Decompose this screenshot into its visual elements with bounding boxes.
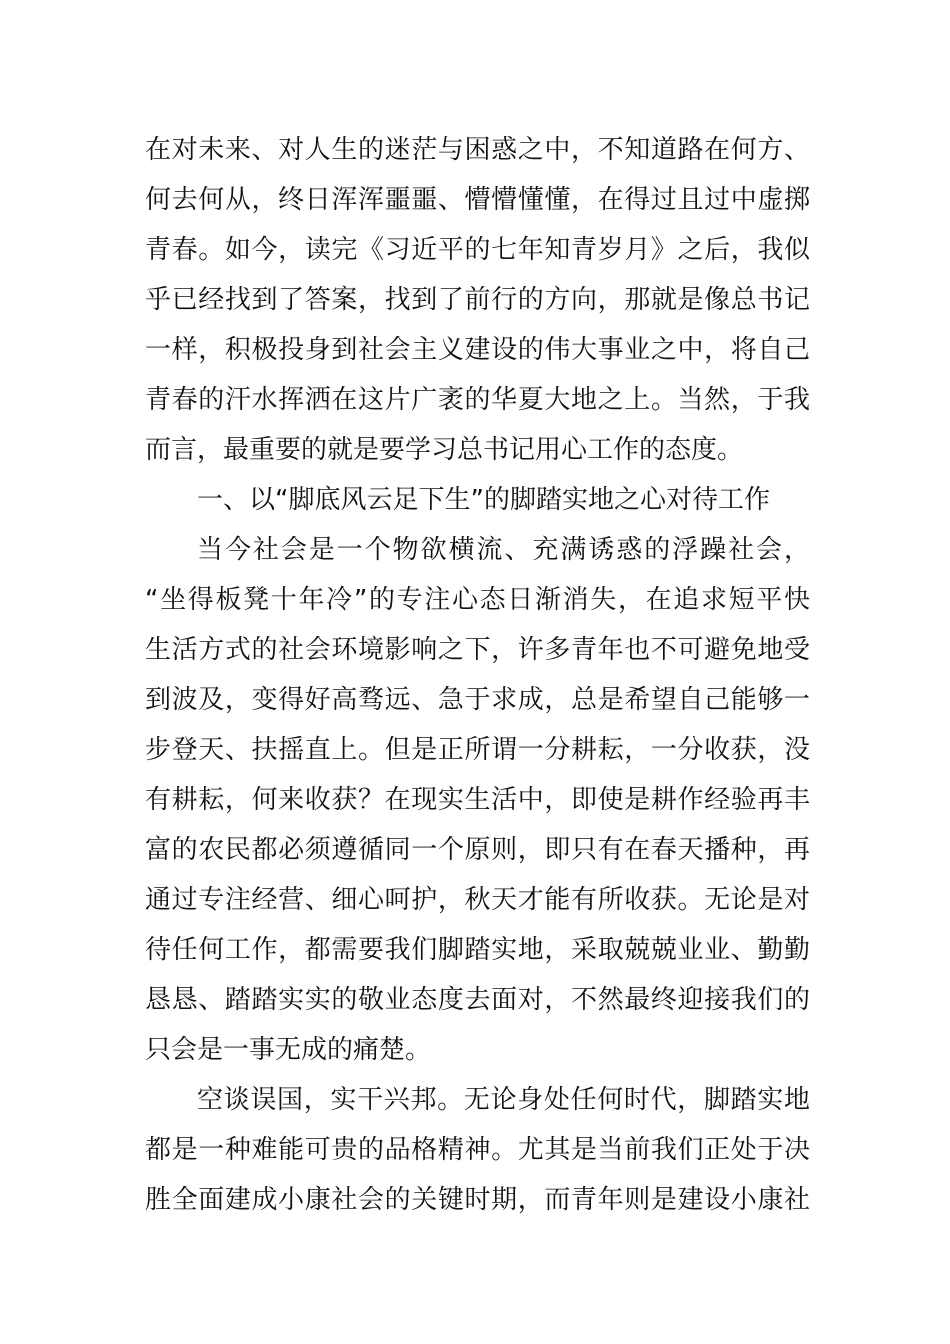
text-line: 有耕耘，何来收获？在现实生活中，即使是耕作经验再丰 bbox=[145, 785, 810, 815]
text-line: 步登天、扶摇直上。但是正所谓一分耕耘，一分收获，没 bbox=[145, 735, 810, 765]
document-body bbox=[145, 125, 810, 1225]
text-line: 青春的汗水挥洒在这片广袤的华夏大地之上。当然，于我 bbox=[145, 385, 810, 415]
text-line: 只会是一事无成的痛楚。 bbox=[145, 1035, 432, 1065]
text-line: 待任何工作，都需要我们脚踏实地，采取兢兢业业、勤勤 bbox=[145, 935, 810, 965]
text-line: 何去何从，终日浑浑噩噩、懵懵懂懂，在得过且过中虚掷 bbox=[145, 185, 810, 215]
text-line: 乎已经找到了答案，找到了前行的方向，那就是像总书记 bbox=[145, 285, 810, 315]
text-line: 当今社会是一个物欲横流、充满诱惑的浮躁社会， bbox=[197, 535, 810, 565]
text-line: 生活方式的社会环境影响之下，许多青年也不可避免地受 bbox=[145, 635, 810, 665]
text-line: “坐得板凳十年冷”的专注心态日渐消失，在追求短平快 bbox=[145, 585, 810, 615]
text-line: 一样，积极投身到社会主义建设的伟大事业之中，将自己 bbox=[145, 335, 810, 365]
text-line: 到波及，变得好高骛远、急于求成，总是希望自己能够一 bbox=[145, 685, 810, 715]
text-line: 富的农民都必须遵循同一个原则，即只有在春天播种，再 bbox=[145, 835, 810, 865]
text-line: 胜全面建成小康社会的关键时期，而青年则是建设小康社 bbox=[145, 1185, 810, 1215]
text-line: 而言，最重要的就是要学习总书记用心工作的态度。 bbox=[145, 435, 744, 465]
text-line: 恳恳、踏踏实实的敬业态度去面对，不然最终迎接我们的 bbox=[145, 985, 810, 1015]
text-line: 空谈误国，实干兴邦。无论身处任何时代，脚踏实地 bbox=[197, 1085, 810, 1115]
text-line: 在对未来、对人生的迷茫与困惑之中，不知道路在何方、 bbox=[145, 135, 810, 165]
text-line: 青春。如今，读完《习近平的七年知青岁月》之后，我似 bbox=[145, 235, 810, 265]
text-line: 通过专注经营、细心呵护，秋天才能有所收获。无论是对 bbox=[145, 885, 810, 915]
text-line: 都是一种难能可贵的品格精神。尤其是当前我们正处于决 bbox=[145, 1135, 810, 1165]
section-heading: 一、以“脚底风云足下生”的脚踏实地之心对待工作 bbox=[197, 485, 770, 515]
